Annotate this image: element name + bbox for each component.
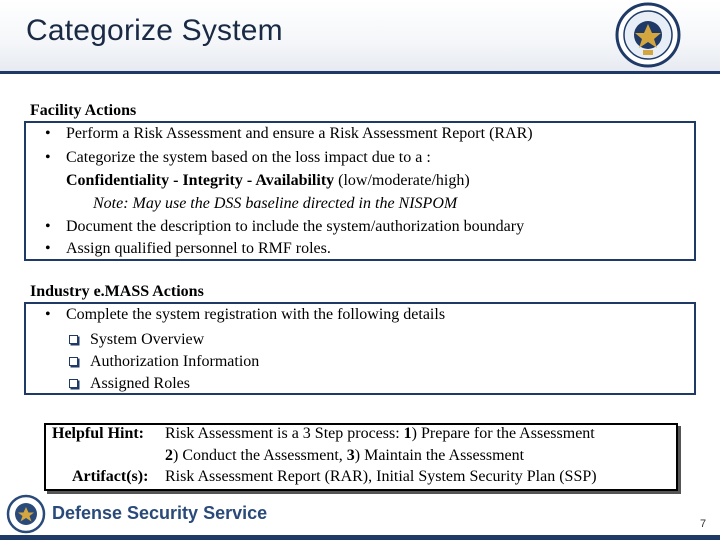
footer-org-name: Defense Security Service [52,503,268,523]
header-rule [0,71,720,74]
checkbox-square-icon [69,357,78,366]
hint-line-2 [165,447,524,465]
checkbox-square-icon [69,335,78,344]
facility-bullet-2: Categorize the system based on the loss impact due to a : [66,149,431,166]
dss-seal-icon [612,2,684,68]
hint-intro: Risk Assessment is a 3 Step process: [165,425,404,442]
step-2-number: 2 [165,447,173,464]
bullet-dot: • [45,149,51,166]
artifact-label: Artifact(s): [72,468,149,485]
header [0,0,720,72]
artifact-text: Risk Assessment Report (RAR), Initial System Security Plan (SSP) [165,468,597,485]
page-title: Categorize System [26,14,283,47]
industry-item-1: System Overview [90,331,205,348]
bullet-dot: • [45,125,51,142]
step-1-text: ) Prepare for the Assessment [411,425,595,442]
checkbox-square-icon [69,379,78,388]
cia-rest-text: (low/moderate/high) [334,172,470,189]
facility-bullet-3: Document the description to include the system/authorization boundary [66,218,525,235]
bullet-dot: • [45,240,51,257]
bullet-dot: • [45,306,51,323]
bullet-dot: • [45,218,51,235]
step-3-text: ) Maintain the Assessment [354,447,525,464]
industry-heading: Industry e.MASS Actions [30,283,204,300]
dss-logo-icon [4,494,48,534]
hint-line-1 [165,425,595,443]
step-3-number: 3 [346,447,355,464]
industry-item-3: Assigned Roles [90,375,190,392]
page-number: 7 [700,518,707,530]
cia-line [66,172,470,190]
facility-note: Note: May use the DSS baseline directed in the NISPOM [93,195,458,212]
cia-bold-text: Confidentiality - Integrity - Availability [66,172,335,189]
hint-label: Helpful Hint: [52,425,145,442]
facility-bullet-1: Perform a Risk Assessment and ensure a Risk Assessment Report (RAR) [66,125,533,142]
facility-bullet-4: Assign qualified personnel to RMF roles. [66,240,331,257]
facility-heading: Facility Actions [30,102,137,119]
step-2-text: ) Conduct the Assessment, [173,447,347,464]
industry-item-2: Authorization Information [90,353,260,370]
industry-bullet-1: Complete the system registration with the following details [66,306,446,323]
step-1-number: 1 [403,425,412,442]
footer-bar [0,535,720,540]
